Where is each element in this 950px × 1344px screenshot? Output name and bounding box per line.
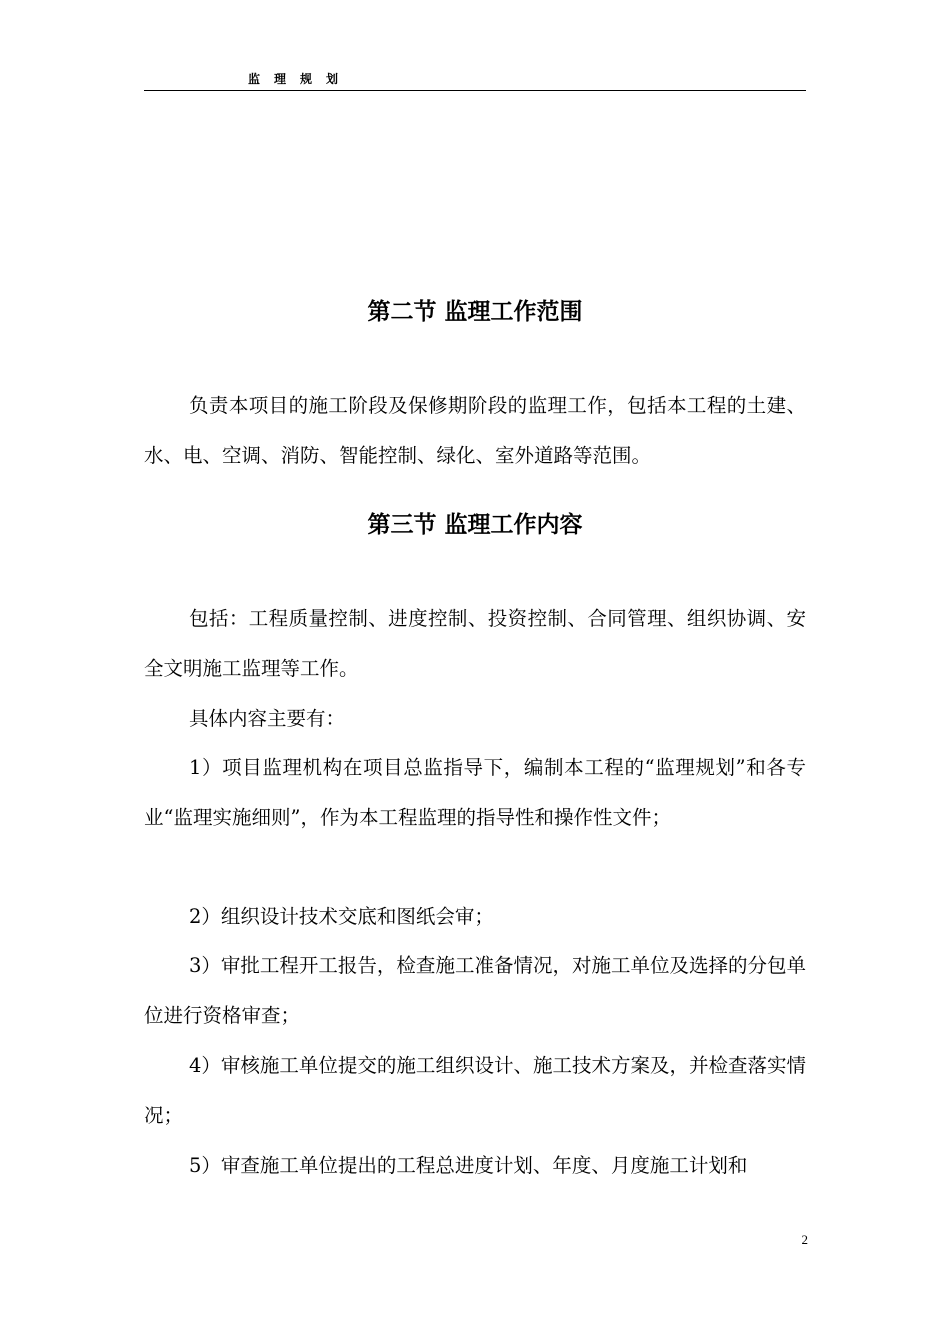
section-3-intro: 包括：工程质量控制、进度控制、投资控制、合同管理、组织协调、安全文明施工监理等工作。 <box>144 607 806 680</box>
content-item-4: 4）审核施工单位提交的施工组织设计、施工技术方案及，并检查落实情况； <box>144 1054 806 1127</box>
header-title: 监理规划 <box>248 72 353 86</box>
page-header <box>144 72 806 91</box>
content-item-1: 1）项目监理机构在项目总监指导下，编制本工程的“监理规划”和各专业“监理实施细则”，作为本工程监理的指导性和操作性文件； <box>144 756 806 829</box>
content-item-3: 3）审批工程开工报告，检查施工准备情况，对施工单位及选择的分包单位进行资格审查； <box>144 954 806 1027</box>
section-3-heading: 第三节 监理工作内容 <box>367 512 583 538</box>
section-3-lead: 具体内容主要有： <box>189 707 346 730</box>
section-2-paragraph: 负责本项目的施工阶段及保修期阶段的监理工作，包括本工程的土建、水、电、空调、消防、智能控制、绿化、室外道路等范围。 <box>144 394 806 467</box>
content-item-2: 2）组织设计技术交底和图纸会审； <box>189 905 494 928</box>
page-number: 2 <box>801 1232 808 1247</box>
content-item-5: 5）审查施工单位提出的工程总进度计划、年度、月度施工计划和 <box>189 1154 748 1177</box>
section-2-heading: 第二节 监理工作范围 <box>367 299 583 325</box>
